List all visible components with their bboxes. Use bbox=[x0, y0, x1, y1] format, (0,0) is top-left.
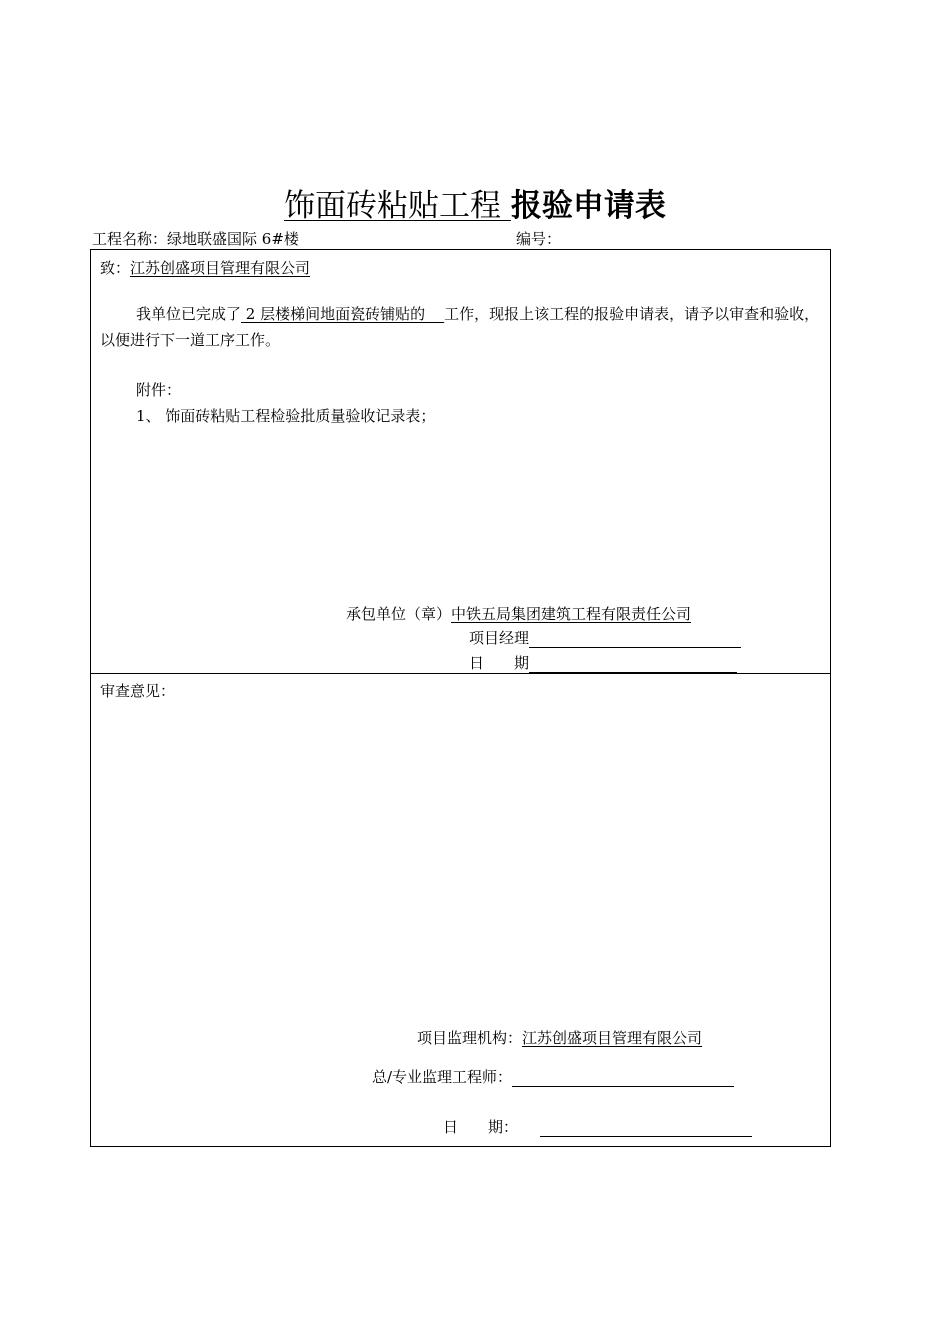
engineer-signature-line bbox=[512, 1070, 734, 1087]
application-body bbox=[100, 301, 828, 353]
manager-signature-line bbox=[529, 631, 741, 648]
project-name-row bbox=[92, 228, 299, 249]
review-date-label: 日 期： bbox=[443, 1118, 519, 1136]
body-suffix: 工作，现报上该工程的报验申请表，请予以审查和验收，以便进行下一道工序工作。 bbox=[100, 305, 820, 349]
engineer-label: 总/专业监理工程师： bbox=[372, 1068, 513, 1086]
project-name-value: 绿地联盛国际 6#楼 bbox=[167, 230, 299, 248]
engineer-row bbox=[372, 1066, 734, 1087]
date-line bbox=[529, 656, 737, 673]
project-name-label: 工程名称： bbox=[92, 230, 168, 248]
date-row bbox=[469, 652, 737, 673]
attachment-label: 附件： bbox=[136, 381, 182, 399]
document-title bbox=[0, 180, 950, 225]
supervisor-org-value: 江苏创盛项目管理有限公司 bbox=[522, 1029, 703, 1047]
application-section bbox=[90, 249, 831, 674]
completed-work: 2 层楼梯间地面瓷砖铺贴的 bbox=[241, 305, 445, 323]
manager-label: 项目经理 bbox=[469, 629, 530, 647]
manager-row bbox=[469, 627, 741, 648]
review-opinion-label: 审查意见： bbox=[100, 682, 176, 700]
contractor-label: 承包单位（章） bbox=[346, 605, 452, 623]
addressee-label: 致： bbox=[100, 259, 131, 277]
title-bold: 报验申请表 bbox=[510, 188, 666, 224]
contractor-value: 中铁五局集团建筑工程有限责任公司 bbox=[451, 605, 692, 623]
title-underlined: 饰面砖粘贴工程 bbox=[284, 188, 511, 224]
addressee-row bbox=[100, 257, 310, 278]
addressee-value: 江苏创盛项目管理有限公司 bbox=[130, 259, 311, 277]
supervisor-org-row bbox=[417, 1027, 702, 1048]
review-date-row bbox=[443, 1116, 752, 1137]
date-label: 日 期 bbox=[469, 654, 530, 672]
review-date-line bbox=[540, 1120, 752, 1137]
review-section bbox=[90, 673, 831, 1147]
body-prefix: 我单位已完成了 bbox=[136, 305, 242, 323]
attachment-item: 1、 饰面砖粘贴工程检验批质量验收记录表； bbox=[136, 407, 436, 425]
contractor-row bbox=[346, 603, 691, 624]
supervisor-org-label: 项目监理机构： bbox=[417, 1029, 523, 1047]
number-label: 编号： bbox=[516, 230, 562, 248]
